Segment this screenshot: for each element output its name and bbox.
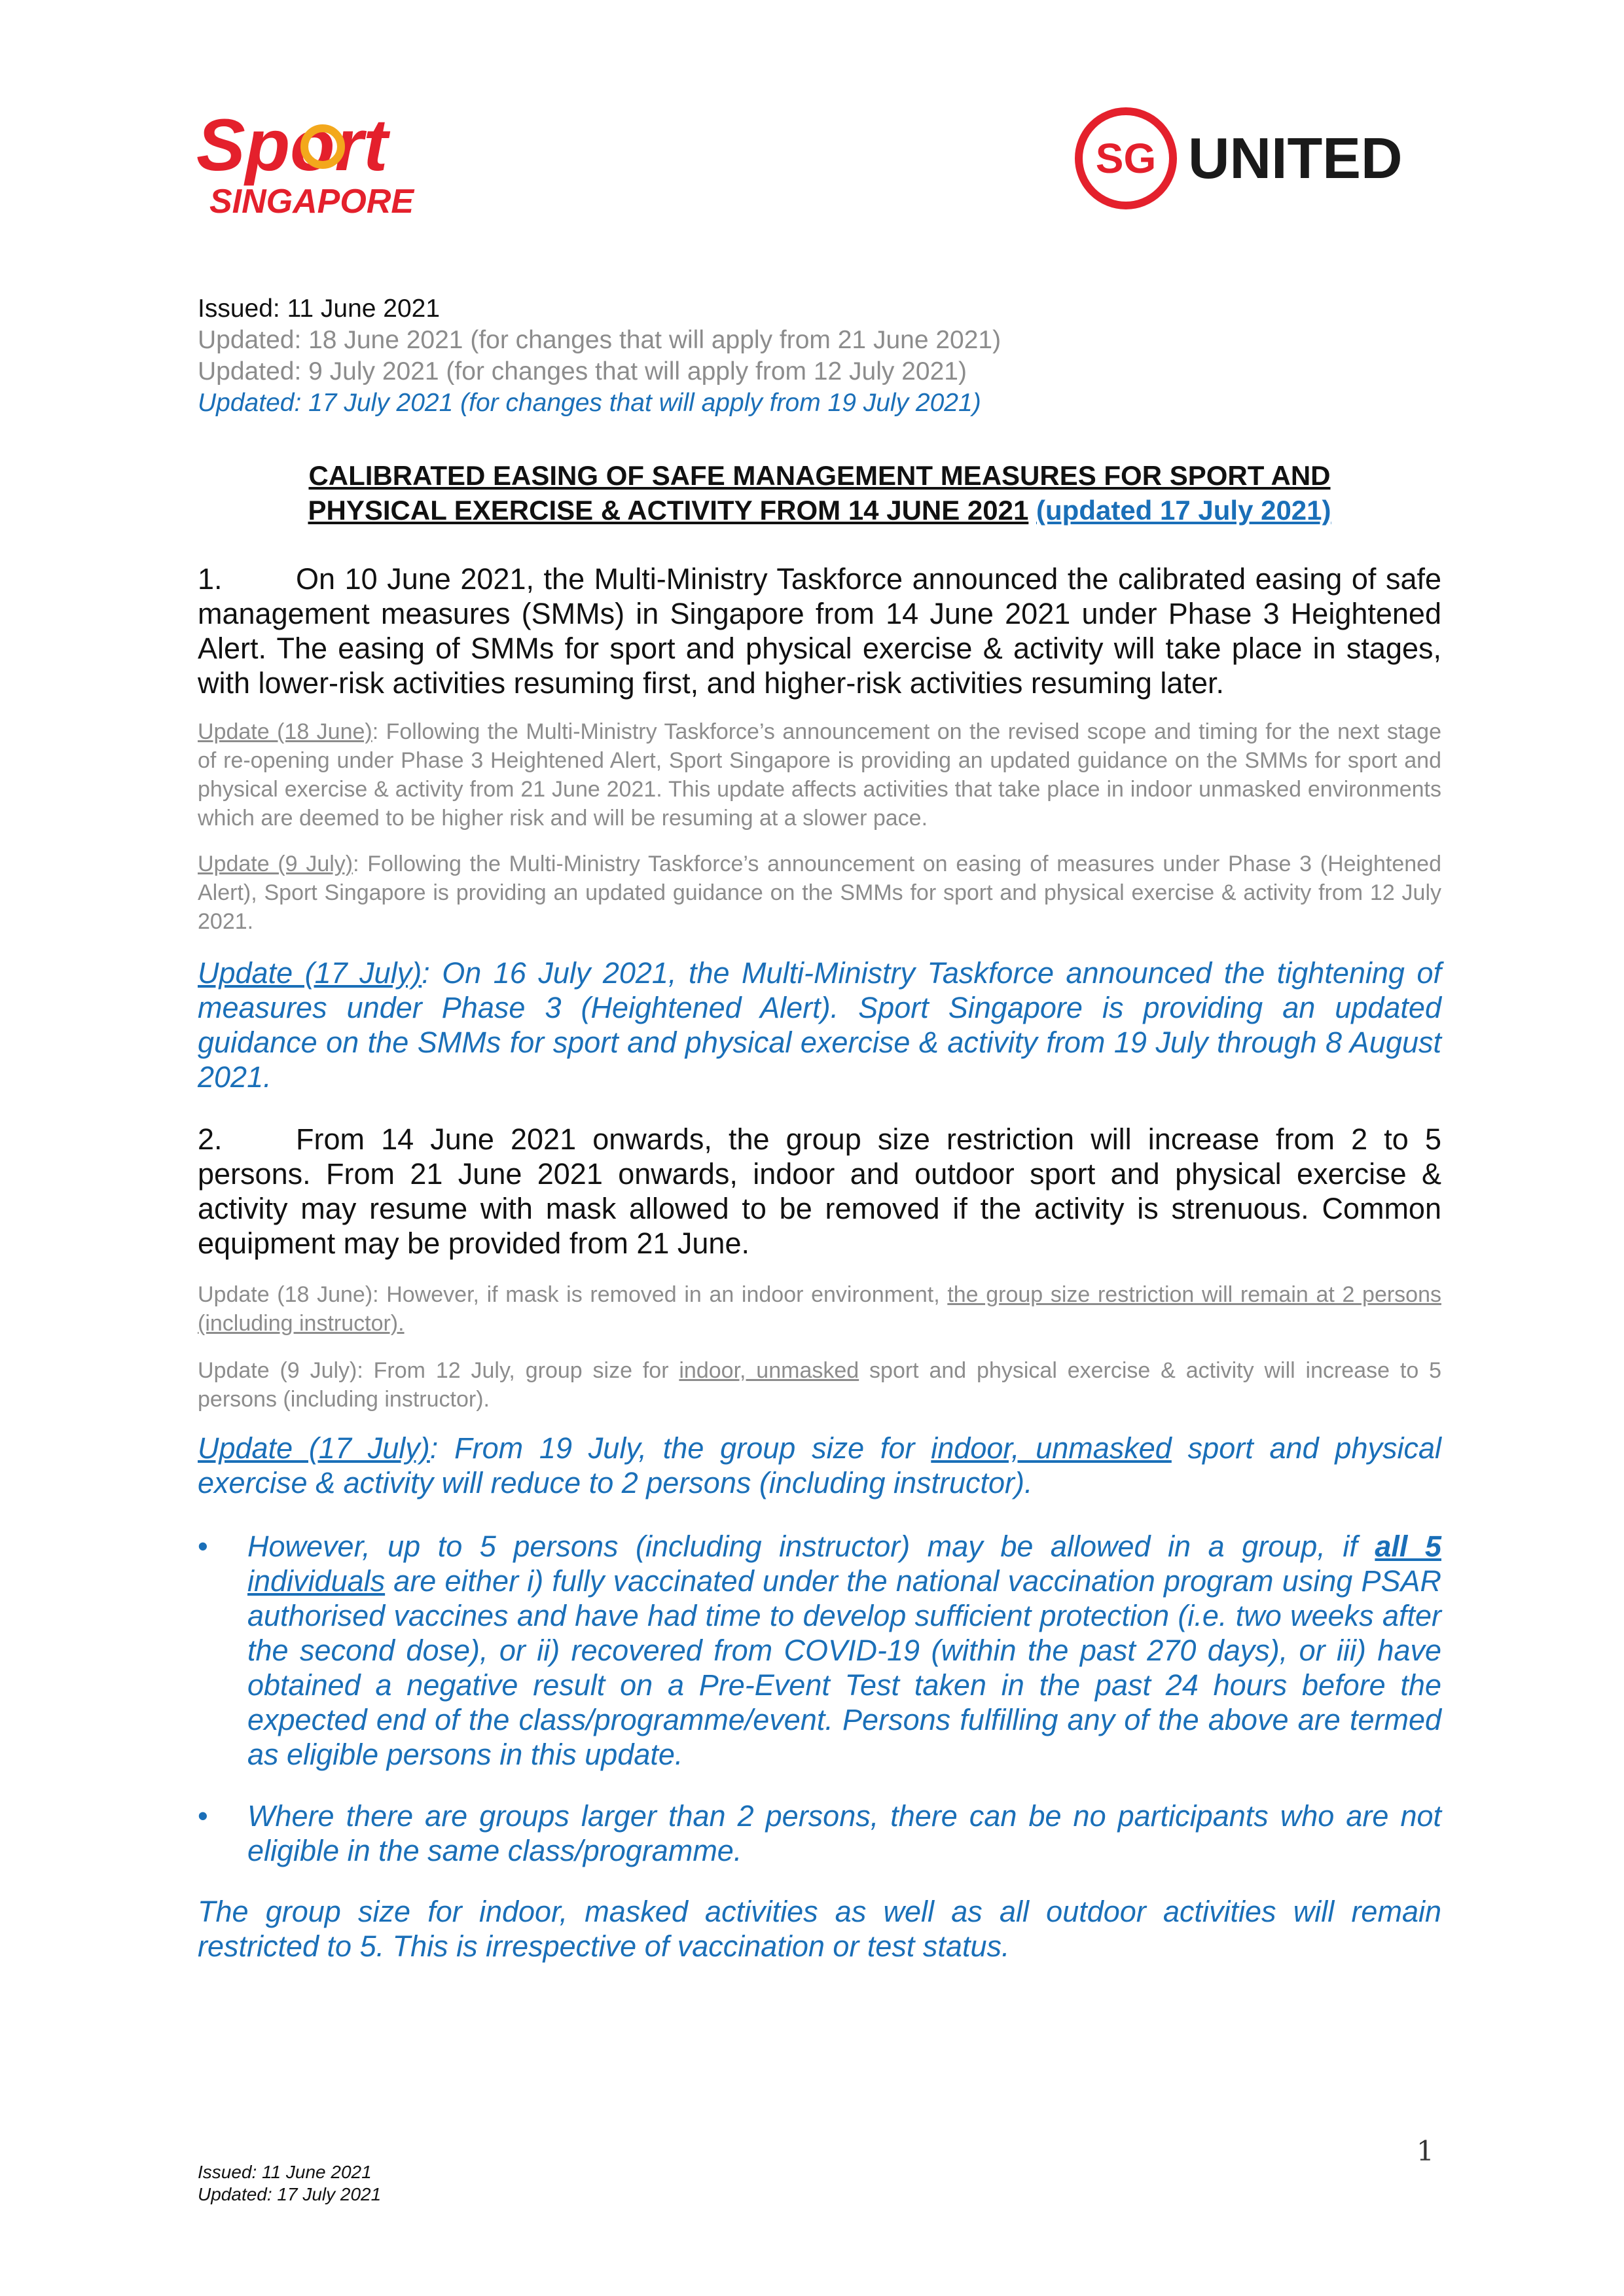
update-underlined: indoor, unmasked: [931, 1431, 1172, 1465]
update-label: Update (18 June): [198, 719, 372, 744]
sport-singapore-logo: [196, 105, 452, 229]
section-2-text: From 14 June 2021 onwards, the group size restriction will increase from 2 to 5 persons. From 21 June 2021 onwards, indoor and outdoor sport and physical exercise & activity may resume with mask allowed to be removed if the activity is strenuous. Common equipment may be provided from 21 June.: [198, 1122, 1441, 1260]
update-text: : Following the Multi-Ministry Taskforce’s announcement on easing of measures under Phase 3 (Heightened Alert), Sport Singapore is providing an updated guidance on the SMMs for sport and physical exercise & activity from 12 July 2021.: [198, 852, 1442, 934]
bullet-prefix: However, up to 5 persons (including instructor) may be allowed in a group, if: [247, 1530, 1375, 1563]
update-text: : On 16 July 2021, the Multi-Ministry Taskforce announced the tightening of measures under Phase 3 (Heightened Alert). Sport Singapore is providing an updated guidance on the SMMs for sport and physical exercise & activity from 19 July through 8 August 2021.: [198, 956, 1441, 1094]
title-line-1: CALIBRATED EASING OF SAFE MANAGEMENT MEASURES FOR SPORT AND: [308, 460, 1331, 491]
bullet-emphasis: all 5: [1375, 1530, 1442, 1563]
update-text: Update (18 June): However, if mask is removed in an indoor environment,: [198, 1282, 948, 1307]
page-number: 1: [1416, 2135, 1434, 2167]
update-text: Update (9 July): From 12 July, group size for: [198, 1358, 679, 1383]
update-text-suffix: sport and physical exercise & activity will increase to 5 persons (including instructor).: [198, 1358, 1442, 1412]
section-2-closing: The group size for indoor, masked activities as well as all outdoor activities will remain restricted to 5. This is irrespective of vaccination or test status.: [198, 1895, 1441, 1963]
section-2-update-18-june: [198, 1280, 1441, 1338]
section-1-number: 1.: [198, 562, 223, 596]
bullet-icon: •: [198, 1530, 208, 1563]
section-1-paragraph: [198, 562, 1441, 700]
update-line-18-june: Updated: 18 June 2021 (for changes that will apply from 21 June 2021): [198, 326, 1001, 354]
bullet-emphasis-2: individuals: [247, 1564, 386, 1598]
update-text-suffix: sport and physical exercise & activity will reduce to 2 persons (including instructor).: [198, 1431, 1441, 1499]
sg-logo-mark: SG: [1095, 135, 1157, 182]
sg-logo-word: UNITED: [1188, 126, 1403, 190]
section-2-paragraph: [198, 1122, 1441, 1261]
update-underlined: indoor, unmasked: [679, 1358, 859, 1383]
update-line-9-july: Updated: 9 July 2021 (for changes that will apply from 12 July 2021): [198, 357, 967, 386]
update-label: Update (17 July): [198, 1431, 430, 1465]
update-label: Update (17 July): [198, 956, 422, 990]
sport-logo-subtitle: SINGAPORE: [209, 183, 414, 221]
section-1-update-9-july: [198, 850, 1441, 936]
bullet-suffix: are either i) fully vaccinated under the national vaccination program using PSAR authorised vaccines and have had time to develop sufficient protection (i.e. two weeks after the second dose), or ii) recovered from COVID-19 (within the past 270 days), or iii) have obtained a negative result on a Pre-Event Test taken in the past 24 hours before the expected end of the class/programme/event. Persons fulfilling any of the above are termed as eligible persons in this update.: [247, 1564, 1441, 1771]
title-updated: (updated 17 July 2021): [1036, 495, 1331, 526]
footer-issued: Issued: 11 June 2021: [198, 2162, 372, 2182]
update-line-17-july: Updated: 17 July 2021 (for changes that will apply from 19 July 2021): [198, 389, 981, 417]
section-2-update-17-july: [198, 1431, 1441, 1500]
section-1-update-17-july: [198, 956, 1441, 1094]
bullet-item-eligibility: [198, 1529, 1441, 1771]
bullet-icon: •: [198, 1799, 208, 1833]
update-text: : Following the Multi-Ministry Taskforce’s announcement on the revised scope and timing for the next stage of re-opening under Phase 3 Heightened Alert, Sport Singapore is providing an updated guidance on the SMMs for sport and physical exercise & activity from 21 June 2021. This update affects activities that take place in indoor unmasked environments which are deemed to be higher risk and will be resuming at a slower pace.: [198, 719, 1441, 831]
update-underlined: the group size restriction will remain at 2 persons (including instructor).: [198, 1282, 1441, 1336]
section-2-number: 2.: [198, 1122, 223, 1156]
bullet-text: Where there are groups larger than 2 persons, there can be no participants who are not eligible in the same class/programme.: [247, 1799, 1441, 1867]
bullet-item-group-size: [198, 1799, 1441, 1871]
footer-updated: Updated: 17 July 2021: [198, 2184, 382, 2204]
section-2-update-9-july: [198, 1356, 1441, 1414]
sg-united-logo: [1074, 105, 1440, 216]
sport-logo-word: Sport: [196, 105, 388, 186]
title-line-2: PHYSICAL EXERCISE & ACTIVITY FROM 14 JUNE 2021: [308, 495, 1029, 526]
section-1-update-18-june: [198, 717, 1441, 833]
document-title: [198, 458, 1441, 528]
update-text: : From 19 July, the group size for: [429, 1431, 931, 1465]
update-label: Update (9 July): [198, 852, 353, 876]
bullet-text: [247, 1529, 1441, 1772]
section-1-text: On 10 June 2021, the Multi-Ministry Taskforce announced the calibrated easing of safe management measures (SMMs) in Singapore from 14 June 2021 under Phase 3 Heightened Alert. The easing of SMMs for sport and physical exercise & activity will take place in stages, with lower-risk activities resuming first, and higher-risk activities resuming later.: [198, 562, 1441, 700]
issued-date: Issued: 11 June 2021: [198, 295, 441, 323]
